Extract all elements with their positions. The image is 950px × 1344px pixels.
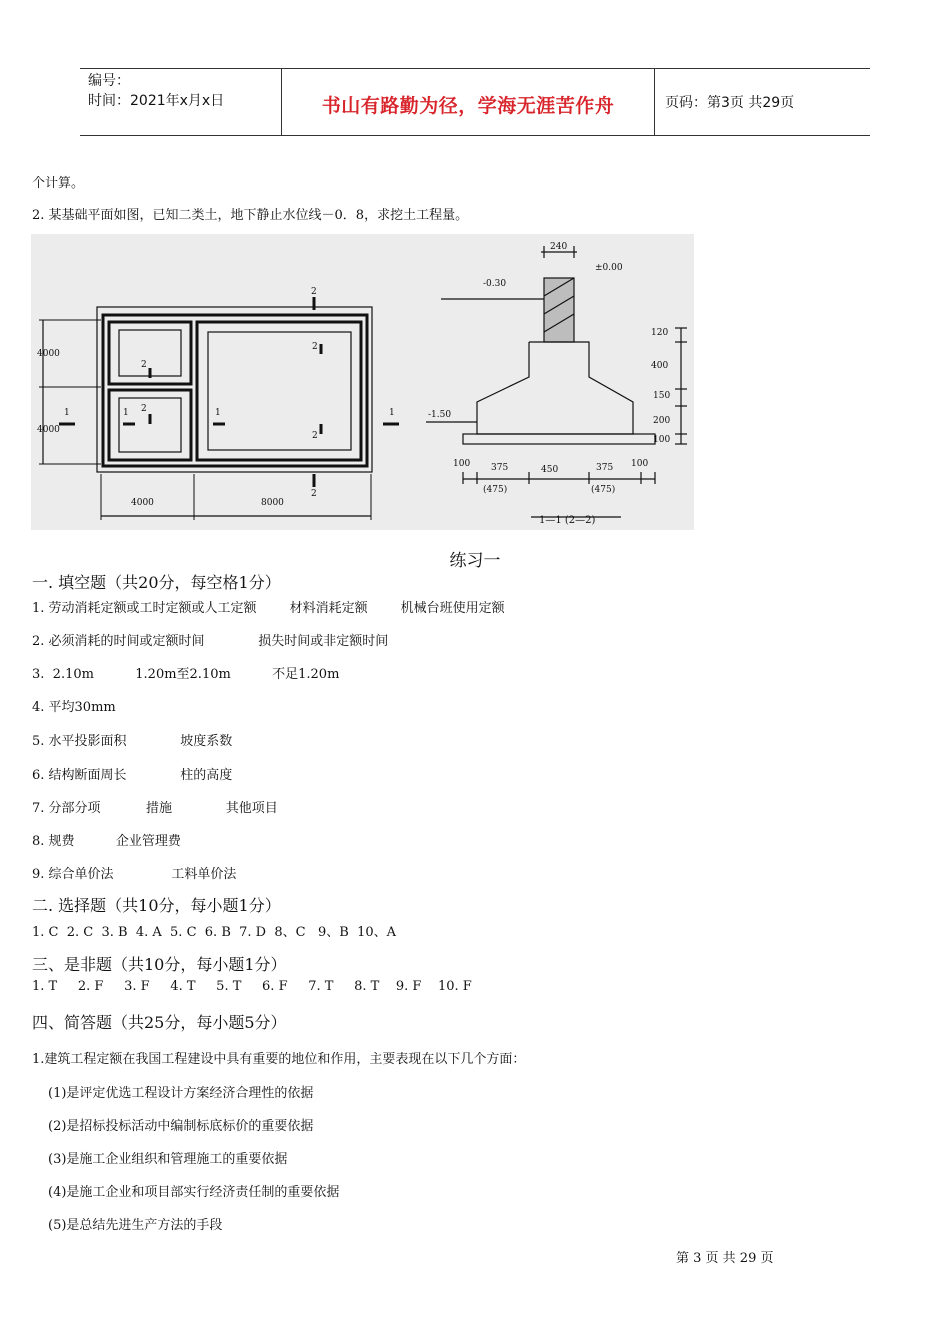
section-mark-2: 1 <box>389 408 395 418</box>
intro-line-1: 个计算。 <box>32 176 85 191</box>
plan-dim-2: 4000 <box>37 425 60 435</box>
intro-line-2: 2. 某基础平面如图，已知二类土，地下静止水位线－0．8，求挖土工程量。 <box>32 208 469 223</box>
s2-answers: 1. C 2. C 3. B 4. A 5. C 6. B 7. D 8、C 9、B 10、A <box>32 925 396 940</box>
page-footer: 第 3 页 共 29 页 <box>676 1251 774 1266</box>
section-mark-6: 2 <box>311 489 317 499</box>
s4-point-4: (4)是施工企业和项目部实行经济责任制的重要依据 <box>48 1185 340 1200</box>
exercise-title: 练习一 <box>449 551 501 571</box>
section-mark-7: 2 <box>141 360 147 370</box>
s1-item-2: 2. 必须消耗的时间或定额时间 损失时间或非定额时间 <box>32 634 389 649</box>
s1-item-7: 7. 分部分项 措施 其他项目 <box>32 801 278 816</box>
header-page-cell <box>655 69 870 135</box>
foundation-drawing <box>31 234 694 530</box>
height-150: 150 <box>653 391 671 401</box>
wall-width-label: 240 <box>550 242 568 252</box>
section-2-heading: 二. 选择题（共10分，每小题1分） <box>32 896 281 915</box>
serial-label: 编号： <box>88 73 130 89</box>
s1-item-3: 3. 2.10m 1.20m至2.10m 不足1.20m <box>32 667 340 682</box>
section-mark-4: 1 <box>215 408 221 418</box>
s4-point-1: (1)是评定优选工程设计方案经济合理性的依据 <box>48 1086 314 1101</box>
height-400: 400 <box>651 361 669 371</box>
section-mark-1: 1 <box>64 408 70 418</box>
s4-point-2: (2)是招标投标活动中编制标底标价的重要依据 <box>48 1119 314 1134</box>
elevation-150: -1.50 <box>428 410 452 420</box>
plan-dim-1: 4000 <box>37 349 60 359</box>
s4-point-3: (3)是施工企业组织和管理施工的重要依据 <box>48 1152 288 1167</box>
section-mark-8: 2 <box>141 404 147 414</box>
section-4-heading: 四、简答题（共25分，每小题5分） <box>32 1013 287 1032</box>
s1-item-9: 9. 综合单价法 工料单价法 <box>32 867 237 882</box>
section-3-heading: 三、是非题（共10分，每小题1分） <box>32 955 287 974</box>
motto: 书山有路勤为径，学海无涯苦作舟 <box>321 94 615 117</box>
section-mark-10: 2 <box>312 431 318 441</box>
section-1-heading: 一. 填空题（共20分，每空格1分） <box>32 573 281 592</box>
bottom-dim-alt-1: (475) <box>483 485 508 495</box>
section-mark-5: 2 <box>311 287 317 297</box>
figure-caption: 1—1 (2—2) <box>539 515 596 526</box>
time-label: 时间：2021年x月x日 <box>88 93 225 109</box>
section-mark-9: 2 <box>312 342 318 352</box>
foundation-section <box>426 246 687 517</box>
elevation-030: -0.30 <box>483 279 507 289</box>
s1-item-6: 6. 结构断面周长 柱的高度 <box>32 768 233 783</box>
page-header <box>80 68 870 136</box>
plan-dim-4: 8000 <box>261 498 284 508</box>
s1-item-8: 8. 规费 企业管理费 <box>32 834 181 849</box>
header-meta <box>80 69 282 135</box>
s1-item-4: 4. 平均30mm <box>32 700 116 715</box>
height-200: 200 <box>653 416 671 426</box>
s4-point-5: (5)是总结先进生产方法的手段 <box>48 1218 223 1233</box>
height-120: 120 <box>651 328 669 338</box>
bottom-dim-1: 100 <box>453 459 471 469</box>
bottom-dim-4: 375 <box>596 463 614 473</box>
s4-question-1: 1.建筑工程定额在我国工程建设中具有重要的地位和作用，主要表现在以下几个方面： <box>32 1052 526 1067</box>
foundation-figure <box>31 234 694 530</box>
elevation-zero: ±0.00 <box>595 263 623 273</box>
height-100: 100 <box>653 435 671 445</box>
section-mark-3: 1 <box>123 408 129 418</box>
s3-answers: 1. T 2. F 3. F 4. T 5. T 6. F 7. T 8. T 9. F 10. F <box>32 979 472 994</box>
page-label: 页码：第3页 共29页 <box>665 95 795 111</box>
bottom-dim-3: 450 <box>541 465 559 475</box>
header-motto-cell <box>282 69 655 135</box>
plan-dim-3: 4000 <box>131 498 154 508</box>
bottom-dim-5: 100 <box>631 459 649 469</box>
bottom-dim-2: 375 <box>491 463 509 473</box>
bottom-dim-alt-2: (475) <box>591 485 616 495</box>
s1-item-1: 1. 劳动消耗定额或工时定额或人工定额 材料消耗定额 机械台班使用定额 <box>32 601 505 616</box>
s1-item-5: 5. 水平投影面积 坡度系数 <box>32 734 233 749</box>
